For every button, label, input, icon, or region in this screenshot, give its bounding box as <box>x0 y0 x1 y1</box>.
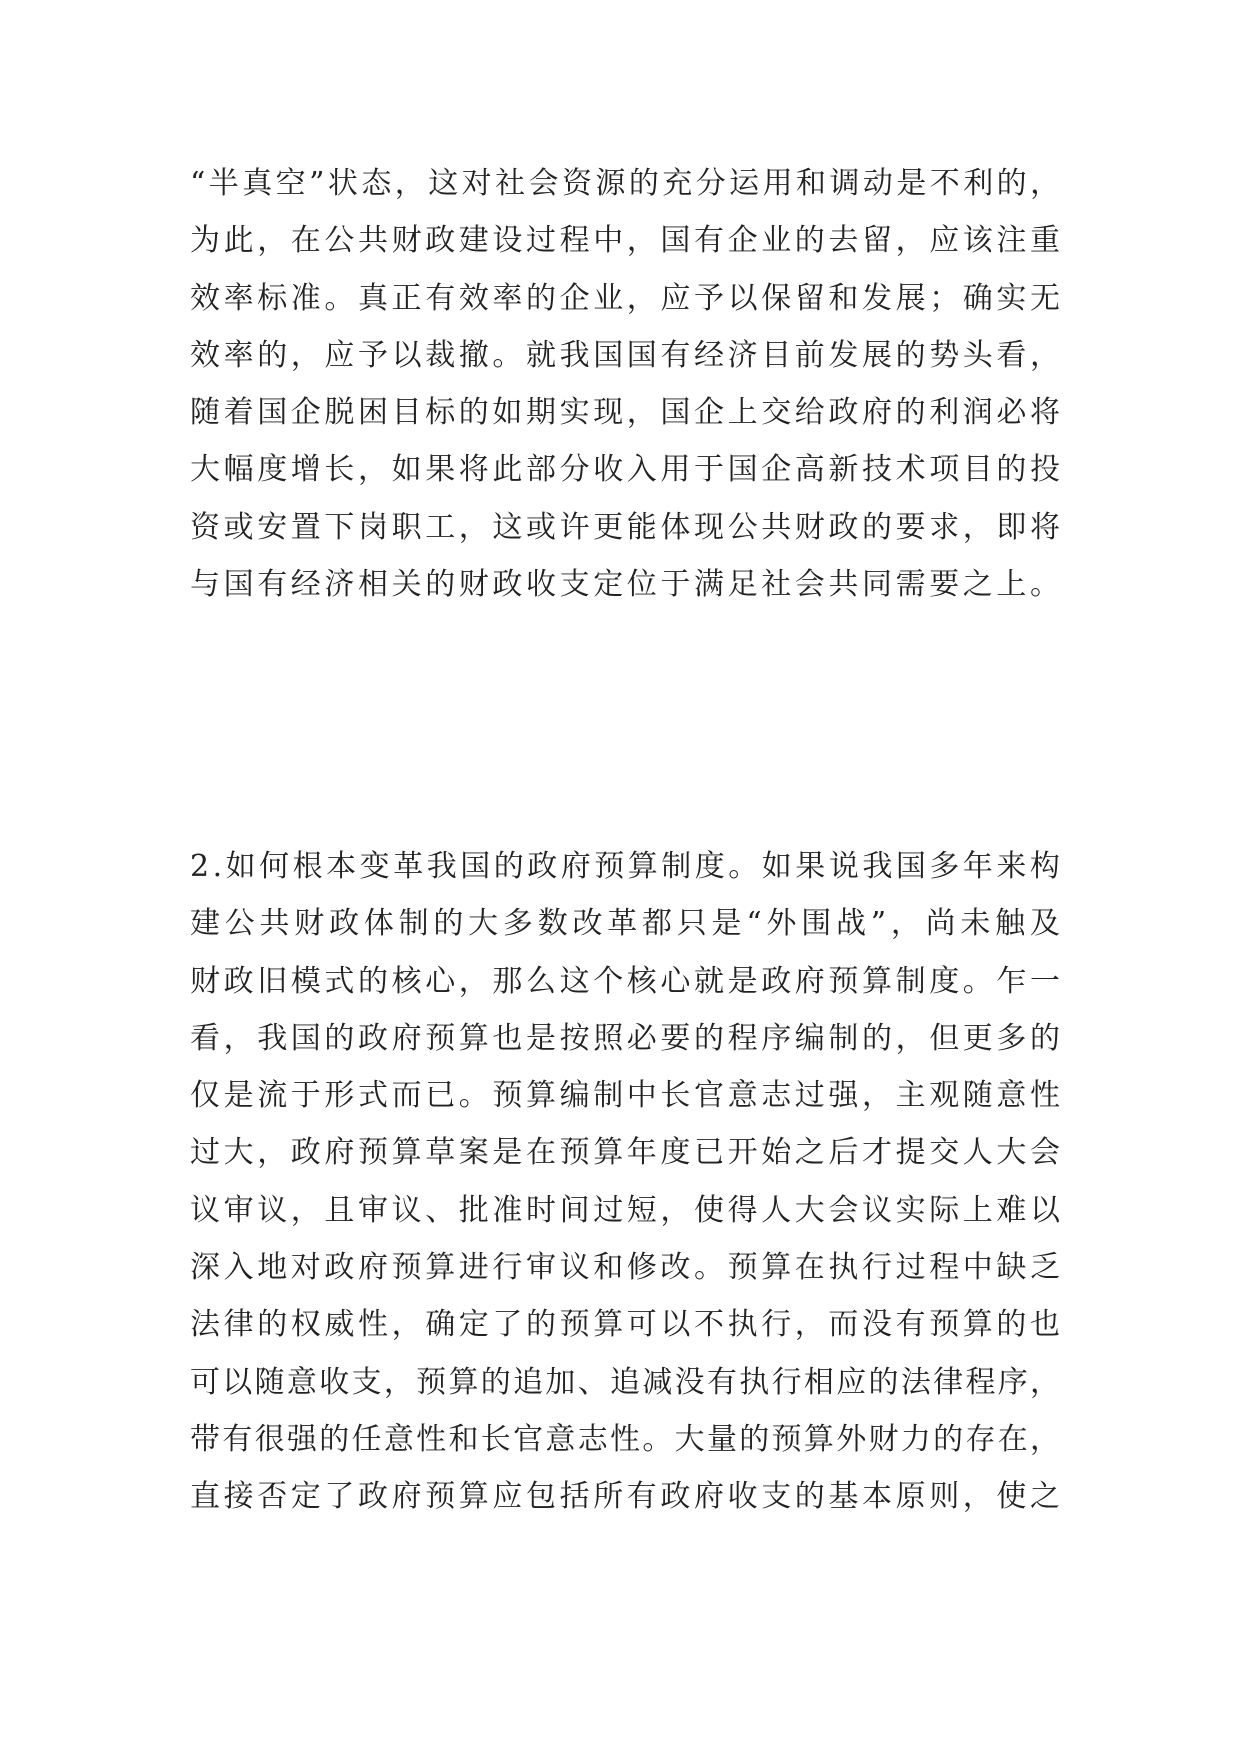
text-line: 财政旧模式的核心，那么这个核心就是政府预算制度。乍一 <box>190 963 1064 999</box>
text-line: 可以随意收支，预算的追加、追减没有执行相应的法律程序， <box>190 1364 1063 1400</box>
text-line: 过大，政府预算草案是在预算年度已开始之后才提交人大会 <box>190 1135 1064 1171</box>
text-line: 效率标准。真正有效率的企业，应予以保留和发展；确实无 <box>190 280 1064 316</box>
text-line: 随着国企脱困目标的如期实现，国企上交给政府的利润必将 <box>190 395 1064 431</box>
text-line: 建公共财政体制的大多数改革都只是“外围战”，尚未触及 <box>190 906 1065 942</box>
text-line: 与国有经济相关的财政收支定位于满足社会共同需要之上。 <box>190 567 1064 603</box>
text-line: 直接否定了政府预算应包括所有政府收支的基本原则，使之 <box>190 1479 1064 1515</box>
text-line: 看，我国的政府预算也是按照必要的程序编制的，但更多的 <box>190 1020 1064 1056</box>
text-line: 仅是流于形式而已。预算编制中长官意志过强，主观随意性 <box>190 1078 1064 1114</box>
text-line: 2.如何根本变革我国的政府预算制度。如果说我国多年来构 <box>190 849 1064 884</box>
paragraph-public-finance-soe <box>190 155 1064 613</box>
text-line: 资或安置下岗职工，这或许更能体现公共财政的要求，即将 <box>190 509 1064 545</box>
text-line: 深入地对政府预算进行审议和修改。预算在执行过程中缺乏 <box>190 1250 1064 1286</box>
text-line: 为此，在公共财政建设过程中，国有企业的去留，应该注重 <box>190 223 1064 259</box>
text-line: 效率的，应予以裁撤。就我国国有经济目前发展的势头看， <box>190 337 1064 373</box>
text-line: 大幅度增长，如果将此部分收入用于国企高新技术项目的投 <box>190 452 1064 488</box>
text-line: “半真空”状态，这对社会资源的充分运用和调动是不利的， <box>190 166 1064 201</box>
text-line: 法律的权威性，确定了的预算可以不执行，而没有预算的也 <box>190 1307 1064 1343</box>
text-line: 带有很强的任意性和长官意志性。大量的预算外财力的存在， <box>190 1421 1063 1457</box>
paragraph-budget-reform <box>190 838 1065 1526</box>
text-line: 议审议，且审议、批准时间过短，使得人大会议实际上难以 <box>190 1192 1064 1228</box>
